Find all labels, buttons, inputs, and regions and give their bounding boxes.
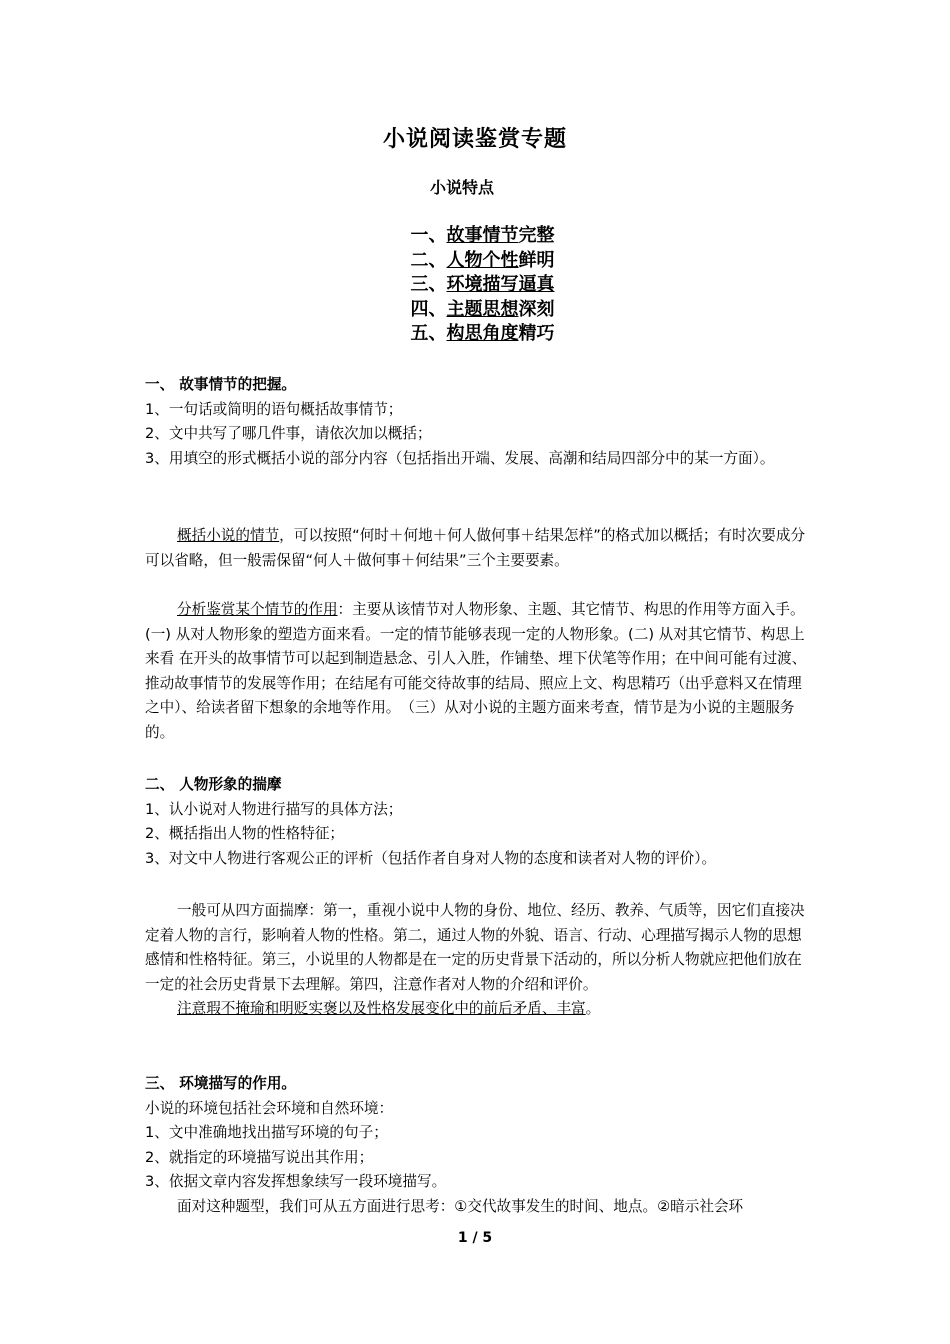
paragraph-text: 一般可从四方面揣摩：第一，重视小说中人物的身份、地位、经历、教养、气质等，因它们直接决定着人物的言行，影响着人物的性格。第二，通过人物的外貌、语言、行动、心理描写揭示人物的思想感情和性格特征。第三，小说里的人物都是在一定的历史背景下活动的，所以分析人物就应把他们放在一定的社会历史背景下去理解。第四，注意作者对人物的介绍和评价。 — [145, 902, 805, 993]
feature-keyword: 主题思想 — [446, 298, 519, 320]
list-item: 3、依据文章内容发挥想象续写一段环境描写。 — [145, 1173, 447, 1190]
section-intro: 小说的环境包括社会环境和自然环境： — [145, 1099, 394, 1117]
underlined-phrase: 注意瑕不掩瑜和明贬实褒以及性格发展变化中的前后矛盾、丰富 — [177, 1000, 586, 1017]
list-item: 2、文中共写了哪几件事，请依次加以概括； — [145, 425, 432, 442]
feature-number: 三、 — [410, 274, 447, 295]
feature-number: 一、 — [410, 225, 447, 246]
underlined-phrase: 概括小说的情节 — [177, 527, 280, 544]
list-item: 2、就指定的环境描写说出其作用； — [145, 1148, 374, 1166]
section-heading: 一、 故事情节的把握。 — [145, 376, 297, 393]
paragraph-text: ：主要从该情节对人物形象、主题、其它情节、构思的作用等方面入手。(一) 从对人物形象的塑造方面来看。一定的情节能够表现一定的人物形象。(二) 从对其它情节、构思上来看 在开头的故事情节可以起到制造悬念、引人入胜，作铺垫、埋下伏笔等作用；在中间可能有过渡、推动故事情节的发展等作用；在结尾有可能交待故事的结局、照应上文、构思精巧（出乎意料又在情理之中）、给读者留下想象的余地等作用。 （三）从对小说的主题方面来考查，情节是为小说的主题服务的。 — [145, 601, 807, 741]
list-item: 1、文中准确地找出描写环境的句子； — [145, 1124, 388, 1141]
section-environment — [145, 1072, 815, 1219]
feature-rest: 完整 — [518, 225, 555, 246]
list-item: 2、概括指出人物的性格特征； — [145, 825, 345, 842]
feature-keyword: 环境描写逼真 — [446, 274, 555, 295]
paragraph-text: ，可以按照“何时＋何地＋何人做何事＋结果怎样”的格式加以概括；有时次要成分可以省略，但一般需保留“何人＋做何事＋何结果”三个主要要素。 — [145, 527, 806, 569]
document-subtitle: 小说特点 — [430, 178, 495, 197]
list-item: 1、认小说对人物进行描写的具体方法； — [145, 800, 403, 818]
section-heading: 三、 环境描写的作用。 — [145, 1075, 297, 1092]
feature-item — [0, 322, 950, 347]
page-number: 1 / 5 — [457, 1230, 493, 1246]
paragraph-text: 面对这种题型，我们可从五方面进行思考：①交代故事发生的时间、地点。②暗示社会环 — [177, 1197, 744, 1215]
paragraph-summarize-plot — [145, 524, 815, 573]
section-character — [145, 773, 815, 871]
feature-rest: 鲜明 — [518, 249, 555, 271]
feature-keyword: 故事情节 — [446, 225, 519, 246]
feature-keyword: 构思角度 — [446, 323, 519, 344]
feature-list — [0, 224, 950, 347]
feature-number: 五、 — [410, 323, 447, 344]
underlined-phrase: 分析鉴赏某个情节的作用 — [177, 601, 338, 618]
feature-item — [0, 298, 950, 323]
feature-rest: 深刻 — [518, 298, 555, 320]
section-plot — [145, 373, 815, 471]
feature-keyword: 人物个性 — [446, 249, 519, 271]
list-item: 3、用填空的形式概括小说的部分内容（包括指出开端、发展、高潮和结局四部分中的某一方面）。 — [145, 449, 775, 467]
feature-item — [0, 273, 950, 298]
feature-number: 四、 — [410, 298, 447, 320]
section-heading: 二、 人物形象的揣摩 — [145, 776, 282, 793]
paragraph-character-analysis — [145, 899, 815, 1022]
feature-item — [0, 249, 950, 274]
document-title: 小说阅读鉴赏专题 — [382, 127, 567, 152]
list-item: 3、对文中人物进行客观公正的评析（包括作者自身对人物的态度和读者对人物的评价）。 — [145, 849, 717, 867]
feature-rest: 精巧 — [518, 323, 555, 344]
paragraph-text: 。 — [585, 1000, 601, 1017]
paragraph-analyze-plot — [145, 598, 815, 745]
feature-number: 二、 — [410, 249, 447, 271]
list-item: 1、一句话或简明的语句概括故事情节； — [145, 400, 403, 418]
feature-item — [0, 224, 950, 249]
